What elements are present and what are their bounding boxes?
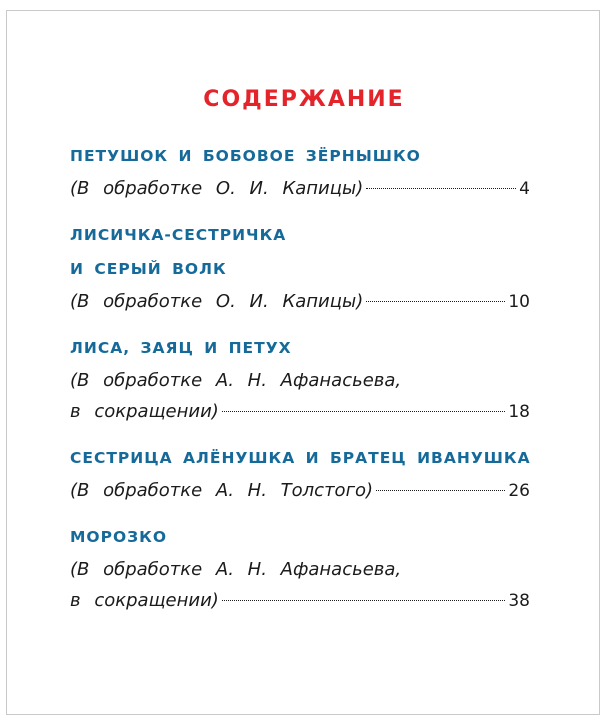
entry-page-number: 38 — [508, 591, 530, 611]
entry-note: в сокращении) — [70, 590, 219, 611]
table-of-contents — [70, 139, 530, 630]
dot-leader — [222, 600, 506, 601]
toc-entry — [70, 441, 530, 507]
toc-heading: СОДЕРЖАНИЕ — [203, 87, 405, 112]
dot-leader — [366, 188, 516, 189]
entry-note: (В обработке О. И. Капицы) — [70, 291, 364, 312]
toc-entry — [70, 520, 530, 617]
entry-title: ЛИСИЧКА-СЕСТРИЧКА — [70, 226, 287, 244]
entry-note-line — [70, 173, 530, 205]
entry-title: СЕСТРИЦА АЛЁНУШКА И БРАТЕЦ ИВАНУШКА — [70, 449, 531, 467]
entry-page-number: 26 — [508, 481, 530, 501]
dot-leader — [376, 490, 505, 491]
toc-entry — [70, 331, 530, 428]
entry-note-line — [70, 475, 530, 507]
dot-leader — [366, 301, 505, 302]
entry-title: И СЕРЫЙ ВОЛК — [70, 260, 227, 278]
entry-note-line — [70, 585, 530, 617]
entry-note-line — [70, 286, 530, 318]
entry-page-number: 18 — [508, 402, 530, 422]
entry-note: (В обработке А. Н. Толстого) — [70, 480, 374, 501]
dot-leader — [222, 411, 506, 412]
book-page — [6, 10, 600, 715]
entry-note-line — [70, 396, 530, 428]
entry-title: ПЕТУШОК И БОБОВОЕ ЗЁРНЫШКО — [70, 147, 421, 165]
entry-page-number: 10 — [508, 292, 530, 312]
entry-title: МОРОЗКО — [70, 528, 167, 546]
entry-note: (В обработке О. И. Капицы) — [70, 178, 364, 199]
toc-entry — [70, 139, 530, 205]
entry-note: (В обработке А. Н. Афанасьева, — [70, 370, 402, 391]
entry-title: ЛИСА, ЗАЯЦ И ПЕТУХ — [70, 339, 292, 357]
toc-entry — [70, 218, 530, 318]
entry-note: в сокращении) — [70, 401, 219, 422]
entry-page-number: 4 — [519, 179, 530, 199]
entry-note: (В обработке А. Н. Афанасьева, — [70, 559, 402, 580]
